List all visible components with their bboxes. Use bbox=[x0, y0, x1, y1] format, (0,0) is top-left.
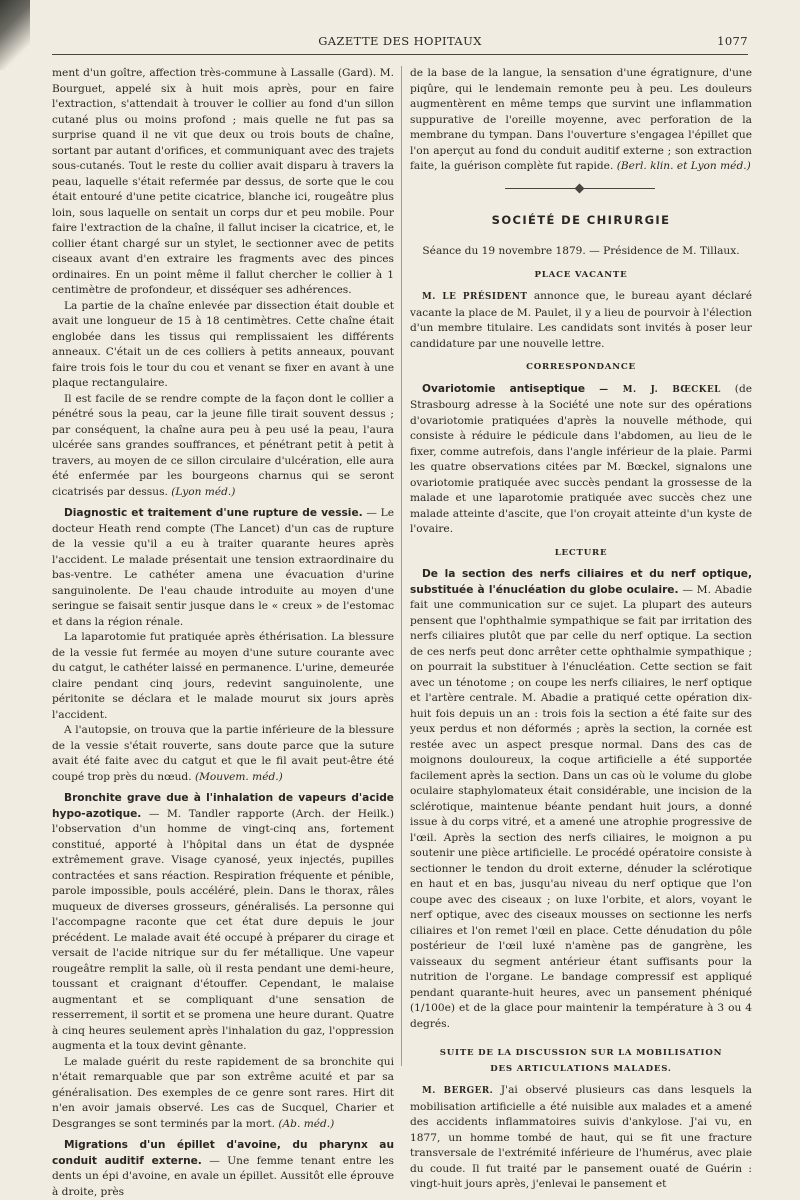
paragraph-text: La laparotomie fut pratiquée après éthérisation. La blessure de la vessie fut fermée au moyen d'une suture courante avec du catgut, le cathéter laissé en permanence. L'urine, demeurée claire pendant cinq jours, redevint sanguinolente, une péritonite se déclara et le malade mourut six jours après l'accident. bbox=[52, 631, 394, 721]
article-title: Bronchite grave due à l'inhalation de vapeurs d'acide hypo-azotique. bbox=[52, 792, 394, 820]
right-column bbox=[410, 66, 752, 1193]
separator-ornament-icon bbox=[575, 183, 585, 193]
source-citation: (Berl. klin. et Lyon méd.) bbox=[616, 160, 751, 172]
speaker-name: — M. J. BŒCKEL bbox=[585, 384, 721, 395]
paragraph bbox=[410, 289, 752, 352]
society-heading: SOCIÉTÉ DE CHIRURGIE bbox=[491, 212, 671, 227]
page-number: 1077 bbox=[717, 34, 748, 48]
page-corner-shadow bbox=[0, 0, 30, 70]
paragraph bbox=[52, 66, 394, 299]
paragraph-text: J'ai observé plusieurs cas dans lesquels la mobilisation artificielle a été nuisible aux malades et a amené des accidents inflammatoires suivis d'ankylose. J'ai vu, en 1877, un homme tombé de haut, qui se fit une fracture transversale de l'extrémité inférieure de l'humérus, avec plaie du coude. Il fut traité par le pansement ouaté de Guérin : vingt-huit jours après, j'enlevai le pansement et bbox=[410, 1084, 753, 1190]
article-migrations bbox=[52, 1138, 394, 1200]
article-title: De la section des nerfs ciliaires et du nerf optique, substituée à l'énucléation du globe oculaire. bbox=[410, 568, 752, 596]
paragraph bbox=[410, 382, 752, 538]
paragraph-text: Le malade guérit du reste rapidement de sa bronchite qui n'était remarquable que par son extrême acuité et par sa généralisation. Des exemples de ce genre sont rares. Hirt dit n'en avoir jamais observé. Les cas de Sucquel, Charier et Desgranges se sont terminés par la mort. bbox=[52, 1055, 394, 1130]
paragraph bbox=[52, 299, 394, 392]
subheading-place-vacante: PLACE VACANTE bbox=[534, 269, 628, 280]
paragraph bbox=[410, 567, 752, 1032]
paragraph-text: Il est facile de se rendre compte de la façon dont le collier a pénétré sous la peau, car la jeune fille tirait souvent dessus ; par conséquent, la chaîne aura peu à peu usé la peau, l'aura ulcérée sans grandes souffrances, et pénétrant petit à petit à travers, au moyen de ce sillon circulaire d'ulcération, elle aura été enfermée par les bourgeons charnus qui se seront cicatrisés par dessus. bbox=[52, 392, 394, 498]
subheading-suite-2: DES ARTICULATIONS MALADES. bbox=[490, 1063, 672, 1074]
column-divider bbox=[401, 66, 402, 1066]
paragraph-text: — Le docteur Heath rend compte (The Lancet) d'un cas de rupture de la vessie qu'il a eu à traiter quarante heures après l'accident. Le malade présentait une tension extraordinaire du bas-ventre. Le cathéter amena une évacuation d'urine sanguinolente. De l'eau chaude introduite au moyen d'une seringue se faisait sentir jusque dans le « creux » de l'estomac et dans la région rénale. bbox=[52, 507, 394, 628]
article-diagnostic bbox=[52, 506, 394, 630]
source-citation: (Ab. méd.) bbox=[278, 1117, 335, 1130]
paragraph-text: — M. Tandler rapporte (Arch. der Heilk.) l'observation d'un homme de vingt-cinq ans, fortement constitué, apporté à l'hôpital dans un état de dyspnée extrêmement grave. Visage cyanosé, yeux injectés, pupilles contractées et sans réaction. Respiration fréquente et pénible, parole impossible, pouls accéléré, plein. Dans le thorax, râles muqueux de diverses grosseurs, généralisés. La personne qui l'accompagne raconte que cet état dure depuis le jour précédent. Le malade avait été occupé à préparer du cirage et versait de l'acide nitrique sur du fer métallique. Une vapeur rougeâtre remplit la salle, où il resta pendant une demi-heure, toussant et craignant d'étouffer. Cependant, le malaise augmentant et se compliquant d'une sensation de resserrement, il sortit et se promena une heure durant. Quatre à cinq heures seulement après l'inhalation du gaz, l'oppression augmenta et la toux devint gênante. bbox=[52, 807, 394, 1052]
article-title: Migrations d'un épillet d'avoine, du pharynx au conduit auditif externe. bbox=[52, 1139, 394, 1167]
article-title: Ovariotomie antiseptique bbox=[422, 382, 586, 395]
paragraph bbox=[52, 723, 394, 785]
subheading-correspondance: CORRESPONDANCE bbox=[526, 362, 636, 372]
paragraph bbox=[52, 630, 394, 723]
article-title: Diagnostic et traitement d'une rupture de vessie. bbox=[64, 507, 363, 519]
paragraph-text: — Une femme tenant entre les dents un épi d'avoine, en avale un épillet. Aussitôt elle éprouve à droite, près bbox=[52, 1154, 394, 1198]
paragraph-text: (de Strasbourg adresse à la Société une note sur des opérations d'ovariotomie pratiquées d'après la nouvelle méthode, qui consiste à réduire le pédicule dans l'abdomen, au lieu de le fixer, comme autrefois, dans l'angle inférieur de la plaie. Parmi les quatre observations citées par M. Bœckel, signalons une ovariotomie pratiquée avec succès pendant la grossesse de la malade et une laparotomie pratiquée avec succès chez une malade atteinte d'ascite, que l'on croyait atteinte d'un kyste de l'ovaire. bbox=[410, 382, 752, 535]
source-citation: (Mouvem. méd.) bbox=[194, 770, 283, 783]
subheading-lecture: LECTURE bbox=[554, 547, 608, 558]
header-rule bbox=[52, 54, 748, 55]
paragraph-text: ment d'un goître, affection très-commune à Lassalle (Gard). M. Bourguet, appelé six à huit mois après, pour en faire l'extraction, s'attendait à trouver le collier au fond d'un sillon cutané plus ou moins profond ; mais quelle ne fut pas sa surprise quand il ne vit que deux ou trois bouts de chaîne, sortant par autant d'orifices, et communiquant avec des trajets sous-cutanés. Tout le reste du collier avait disparu à travers la peau, laquelle s'était refermée par dessus, de sorte que le cou était entouré d'une petite cicatrice, blanche ici, rougeâtre plus loin, sous laquelle on sentait un corps dur et peu mobile. Pour faire l'extraction de la chaîne, il fallut inciser la cicatrice, et, le collier étant chargé sur un stylet, le sectionner avec de petits ciseaux avant d'en extraire les fragments avec des pinces ordinaires. En un point même il fallut chercher le collier à 1 centimètre de profondeur, et disséquer ses adhérences. bbox=[52, 67, 394, 296]
paragraph-text: annonce que, le bureau ayant déclaré vacante la place de M. Paulet, il y a lieu de pourvoir à l'élection d'un membre titulaire. Les candidats sont invités à poser leur candidature par une nouvelle lettre. bbox=[410, 290, 752, 350]
paragraph bbox=[410, 1083, 752, 1193]
source-citation: (Lyon méd.) bbox=[171, 485, 236, 498]
article-bronchite bbox=[52, 791, 394, 1055]
paragraph bbox=[410, 66, 752, 175]
paragraph-text: — M. Abadie fait une communication sur ce sujet. La plupart des auteurs pensent que l'ophthalmie sympathique se fait par irritation des nerfs ciliaires plutôt que par celle du nerf optique. La section de ces nerfs peut donc arrêter cette ophthalmie sympathique ; on pourrait la substituer à l'énucléation. Cette section se fait avec un ténotome ; on coupe les nerfs ciliaires, le nerf optique et l'artère centrale. M. Abadie a pratiqué cette opération dix-huit fois depuis un an : trois fois la section a été faite sur des yeux perdus et non déformés ; après la section, la cornée est restée avec un aspect presque normal. Dans des cas de moignons douloureux, la coque artificielle a été supportée facilement après la section. Dans un cas où le volume du globe oculaire staphylomateux était considérable, une incision de la sclérotique, maintenue béante pendant huit jours, a donné issue à du corps vitré, et a amené une atrophie progressive de l'œil. Après la section des nerfs ciliaires, le moignon a pu soutenir une pièce artificielle. Le procédé opératoire consiste à sectionner le tendon du droit externe, dénuder la sclérotique en haut et en bas, jusqu'au niveau du nerf optique que l'on coupe avec des ciseaux ; on luxe l'orbite, et alors, voyant le nerf optique, avec des ciseaux mousses on sectionne les nerfs ciliaires et l'on remet l'œil en place. Cette dénudation du pôle postérieur de l'œil luxé n'amène pas de gangrène, les vaisseaux du segment antérieur étant suffisants pour la nutrition de l'organe. Le bandage compressif est appliqué pendant quarante-huit heures, avec un pansement phéniqué (1/100e) et de la glace pour maintenir la température à 3 ou 4 degrés. bbox=[410, 583, 752, 1030]
speaker-name: M. BERGER. bbox=[422, 1086, 494, 1096]
paragraph-text: A l'autopsie, on trouva que la partie inférieure de la blessure de la vessie s'était rouverte, sans doute parce que la suture avait été faite avec du catgut et que le fil avait peut-être été coupé trop près du nœud. bbox=[52, 724, 394, 783]
left-column bbox=[52, 66, 394, 1200]
seance-line: Séance du 19 novembre 1879. — Présidence de M. Tillaux. bbox=[422, 245, 740, 257]
paragraph-text: de la base de la langue, la sensation d'une égratignure, d'une piqûre, qui le lendemain remonte peu à peu. Les douleurs augmentèrent en même temps que survint une inflammation suppurative de l'oreille moyenne, avec perforation de la membrane du tympan. Dans l'ouverture s'engagea l'épillet que l'on aperçut au fond du conduit auditif externe ; son extraction faite, la guérison complète fut rapide. bbox=[410, 67, 752, 172]
paragraph-text: La partie de la chaîne enlevée par dissection était double et avait une longueur de 15 à 18 centimètres. Cette chaîne était englobée dans les tissus qui remplissaient les différents anneaux. C'était un de ces colliers à petits anneaux, pouvant faire trois fois le tour du cou et venant se fixer en avant à une plaque rectangulaire. bbox=[52, 299, 394, 389]
paragraph bbox=[52, 392, 394, 501]
page-header bbox=[52, 34, 748, 52]
section-separator bbox=[410, 181, 752, 195]
speaker-name: M. LE PRÉSIDENT bbox=[422, 292, 528, 302]
paragraph bbox=[52, 1055, 394, 1133]
subheading-suite-1: SUITE DE LA DISCUSSION SUR LA MOBILISATION bbox=[439, 1048, 723, 1058]
journal-title: GAZETTE DES HOPITAUX bbox=[318, 34, 482, 48]
